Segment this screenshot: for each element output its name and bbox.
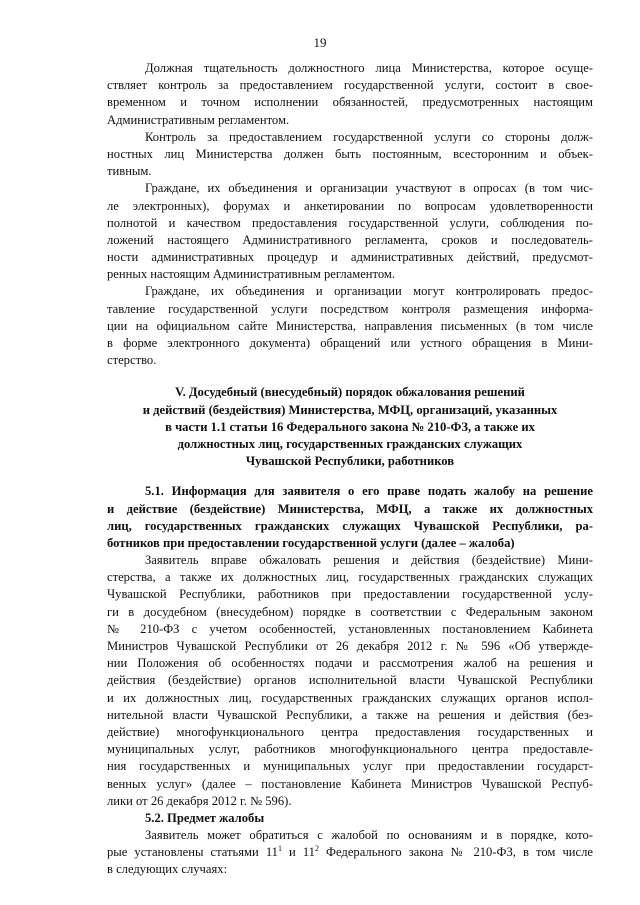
text-line: ния государственных и муниципальных услуг при предоставлении государст- (107, 759, 593, 774)
text-line: Административным регламентом. (107, 112, 290, 127)
page-number: 19 (313, 35, 327, 50)
text-line: действия (бездействие) органов исполнительной власти Чувашской Республики (107, 673, 593, 688)
text-line: стерства, а также их должностных лиц, государственных гражданских служащих (107, 570, 593, 585)
paragraph (107, 180, 593, 283)
paragraph (107, 552, 593, 810)
subsection-heading (107, 483, 593, 552)
text-line: Граждане, их объединения и организации могут контролировать предос- (145, 284, 593, 299)
text-line: тивным. (107, 164, 152, 179)
spacer (107, 369, 593, 384)
text-line: полнотой и качеством предоставления государственной услуги, соблюдения по- (107, 215, 593, 230)
heading-line: ботников при предоставлении государственной услуги (далее – жалоба) (107, 535, 515, 550)
heading-line: и действие (бездействие) Министерства, МФЦ, а также их должностных (107, 501, 593, 516)
text-line: лики от 26 декабря 2012 г. № 596). (107, 793, 292, 808)
heading-line: 5.1. Информация для заявителя о его праве подать жалобу на решение (145, 484, 593, 499)
subsection-heading: 5.2. Предмет жалобы (145, 810, 265, 825)
text-line: действие) многофункционального центра предоставления государственных и (107, 724, 593, 739)
text-line: в форме электронного документа) обращений или устного обращения в Мини- (107, 336, 593, 350)
text-line: Министров Чувашской Республики от 26 декабря 2012 г. № 596 «Об утвержде- (107, 639, 593, 653)
heading-line: Чувашской Республики, работников (245, 454, 455, 469)
text-line: Заявитель может обратиться с жалобой по основаниям и в порядке, кото- (145, 828, 593, 843)
text-line: ренных настоящим Административным регламентом. (107, 267, 396, 282)
heading-line: в части 1.1 статьи 16 Федерального закона № 210-ФЗ, а также их (165, 419, 535, 434)
text-line: Должная тщательность должностного лица Министерства, которое осуще- (145, 61, 593, 75)
spacer (107, 470, 593, 483)
paragraph (107, 129, 593, 181)
superscript: 1 (277, 844, 282, 854)
text-line: ле электронных), форумах и анкетировании по вопросам удовлетворенности (107, 198, 593, 213)
text-line: ции на официальном сайте Министерства, направления письменных (в том числе (107, 318, 593, 333)
text-line: ностных лиц Министерства должен быть постоянным, всесторонним и объек- (107, 146, 593, 161)
text-line: тавление государственной услуги посредством контроля размещения информа- (107, 301, 593, 316)
heading-line: V. Досудебный (внесудебный) порядок обжалования решений (175, 385, 525, 400)
text-line: Граждане, их объединения и организации участвуют в опросах (в том чис- (145, 181, 593, 196)
text-line: ложений настоящего Административного регламента, сроков и последователь- (107, 232, 593, 247)
text-line: и их должностных лиц, государственных гражданских служащих органов испол- (107, 690, 593, 705)
text-line: нительной власти Чувашской Республики, а также на решения и действия (без- (107, 707, 593, 722)
text-line: № 210-ФЗ с учетом особенностей, установленных постановлением Кабинета (107, 621, 593, 636)
text-line: муниципальных услуг, работников многофункционального центра предоставле- (107, 742, 593, 757)
text-line: венных услуг» (далее – постановление Кабинета Министров Чувашской Респуб- (107, 776, 593, 791)
heading-line: лиц, государственных гражданских служащих Чувашской Республики, ра- (107, 518, 593, 533)
text-line: стерство. (107, 353, 157, 368)
text-line: Контроль за предоставлением государственной услуги со стороны долж- (145, 129, 593, 144)
superscript: 2 (314, 844, 319, 854)
text-fragment: Федерального закона № 210-ФЗ, в том числе (318, 845, 593, 860)
text-line: нии Положения об особенностях подачи и рассмотрения жалоб на решения и (107, 656, 593, 671)
text-line: в следующих случаях: (107, 862, 228, 877)
text-line: ности административных процедур и административных действий, предусмот- (107, 250, 593, 265)
text-fragment: и 11 (281, 845, 315, 860)
document-body (107, 60, 593, 879)
section-heading (107, 384, 593, 470)
paragraph (107, 283, 593, 369)
text-line: временном и точном исполнении обязанностей, предусмотренных настоящим (107, 95, 593, 110)
text-line: Чувашской Республики, работников при предоставлении государственной услу- (107, 587, 593, 602)
paragraph (107, 60, 593, 129)
heading-line: и действий (бездействия) Министерства, МФЦ, организаций, указанных (142, 402, 558, 417)
text-line: Заявитель вправе обжаловать решения и действия (бездействие) Мини- (145, 553, 593, 568)
text-line: ги в досудебном (внесудебном) порядке в соответствии с Федеральным законом (107, 604, 593, 619)
text-line: ствляет контроль за предоставлением государственной услуги, состоит в свое- (107, 78, 593, 93)
text-fragment: рые установлены статьями 11 (107, 845, 278, 860)
text-line (107, 844, 593, 861)
paragraph (107, 827, 593, 879)
heading-line: должностных лиц, государственных гражданских служащих (177, 436, 523, 451)
